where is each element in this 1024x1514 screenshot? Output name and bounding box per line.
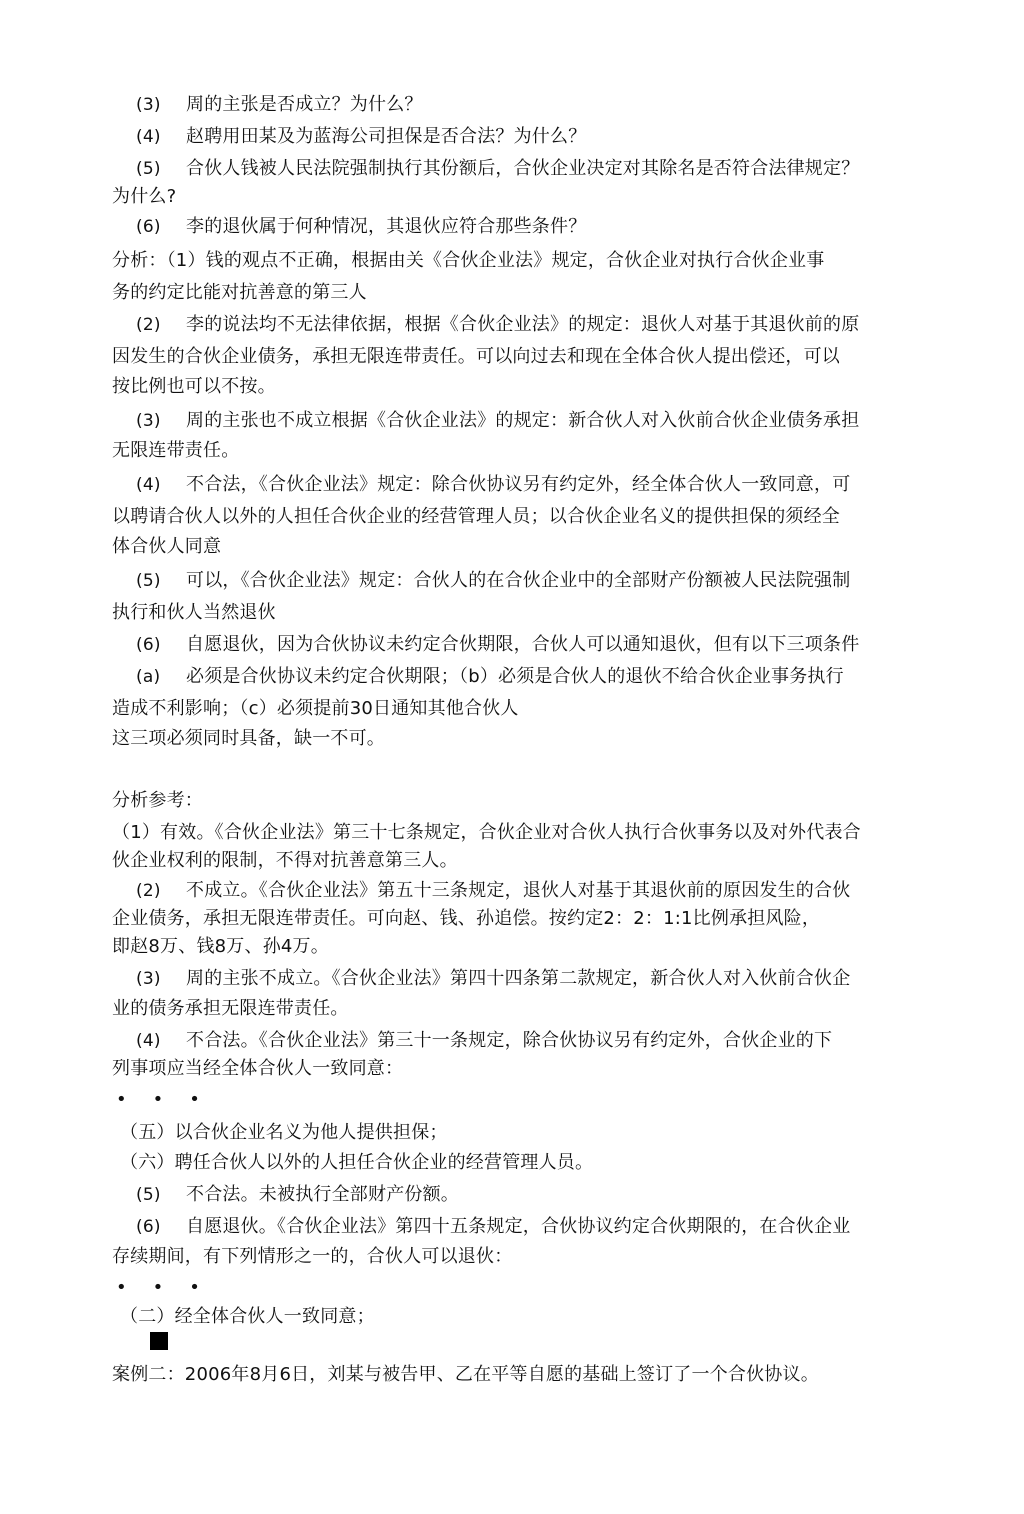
reference-2-line-3: 即赵8万、钱8万、孙4万。 (112, 936, 329, 957)
reference-6-line-1 (136, 1214, 850, 1240)
reference-text: 自愿退伙。《合伙企业法》第四十五条规定，合伙协议约定合伙期限的，在合伙企业 (186, 1216, 851, 1237)
question-number: (5) (136, 159, 161, 179)
black-square-bullet (150, 1332, 168, 1350)
reference-4-item-6: （六）聘任合伙人以外的人担任合伙企业的经营管理人员。 (120, 1152, 594, 1173)
analysis-number: (6) (136, 635, 161, 655)
reference-2-line-1 (136, 878, 850, 904)
reference-2-line-2: 企业债务，承担无限连带责任。可向赵、钱、孙追偿。按约定2：2：1:1比例承担风险， (112, 908, 821, 929)
reference-number: (6) (136, 1217, 161, 1237)
reference-4-line-1 (136, 1028, 832, 1054)
analysis-number: (5) (136, 571, 161, 591)
analysis-6-line-1 (136, 632, 859, 658)
reference-4-item-5: （五）以合伙企业名义为他人提供担保； (120, 1122, 448, 1143)
reference-4-line-2: 列事项应当经全体合伙人一致同意： (112, 1058, 404, 1079)
analysis-3-line-1 (136, 408, 859, 434)
analysis-text: 不合法，《合伙企业法》规定：除合伙协议另有约定外，经全体合伙人一致同意，可 (186, 474, 851, 495)
analysis-6-line-4: 这三项必须同时具备，缺一不可。 (112, 728, 385, 749)
reference-6-line-2: 存续期间，有下列情形之一的，合伙人可以退伙： (112, 1246, 513, 1267)
question-number: (6) (136, 217, 161, 237)
question-text: 周的主张是否成立？为什么？ (186, 94, 423, 115)
question-4 (136, 124, 586, 150)
analysis-2-line-3: 按比例也可以不按。 (112, 376, 276, 397)
analysis-number: (2) (136, 315, 161, 335)
question-number: (4) (136, 127, 161, 147)
analysis-1-line-2: 务的约定比能对抗善意的第三人 (112, 282, 367, 303)
analysis-4-line-2: 以聘请合伙人以外的人担任合伙企业的经营管理人员；以合伙企业名义的提供担保的须经全 (112, 506, 840, 527)
reference-number: (5) (136, 1185, 161, 1205)
reference-5-line-1 (136, 1182, 459, 1208)
reference-number: (4) (136, 1031, 161, 1051)
ellipsis-dots: ••• (116, 1089, 226, 1110)
reference-text: 不合法。《合伙企业法》第三十一条规定，除合伙协议另有约定外，合伙企业的下 (186, 1030, 833, 1051)
analysis-6-line-3: 造成不利影响；（c）必须提前30日通知其他合伙人 (112, 698, 519, 719)
reference-3-line-1 (136, 966, 850, 992)
reference-heading: 分析参考： (112, 790, 203, 811)
analysis-4-line-1 (136, 472, 850, 498)
case-2-intro: 案例二：2006年8月6日，刘某与被告甲、乙在平等自愿的基础上签订了一个合伙协议。 (112, 1364, 819, 1385)
analysis-text: 可以，《合伙企业法》规定：合伙人的在合伙企业中的全部财产份额被人民法院强制 (186, 570, 851, 591)
question-text: 李的退伙属于何种情况，其退伙应符合那些条件？ (186, 216, 587, 237)
analysis-text: 自愿退伙，因为合伙协议未约定合伙期限，合伙人可以通知退伙，但有以下三项条件 (186, 634, 860, 655)
question-text: 合伙人钱被人民法院强制执行其份额后，合伙企业决定对其除名是否符合法律规定？ (186, 158, 860, 179)
reference-6-item-2: （二）经全体合伙人一致同意； (120, 1306, 375, 1327)
analysis-text: 李的说法均不无法律依据，根据《合伙企业法》的规定：退伙人对基于其退伙前的原 (186, 314, 860, 335)
question-5-continued: 为什么? (112, 186, 177, 207)
analysis-2-line-2: 因发生的合伙企业债务，承担无限连带责任。可以向过去和现在全体合伙人提出偿还，可以 (112, 346, 840, 367)
question-text: 赵聘用田某及为蓝海公司担保是否合法？为什么？ (186, 126, 587, 147)
analysis-text: 必须是合伙协议未约定合伙期限；（b）必须是合伙人的退伙不给合伙企业事务执行 (186, 666, 844, 687)
reference-text: 周的主张不成立。《合伙企业法》第四十四条第二款规定，新合伙人对入伙前合伙企 (186, 968, 851, 989)
analysis-number: (3) (136, 411, 161, 431)
reference-number: (3) (136, 969, 161, 989)
ellipsis-dots: ••• (116, 1277, 226, 1298)
analysis-text: 周的主张也不成立根据《合伙企业法》的规定：新合伙人对入伙前合伙企业债务承担 (186, 410, 860, 431)
analysis-6-line-2 (136, 664, 844, 690)
analysis-5-line-2: 执行和伙人当然退伙 (112, 602, 276, 623)
analysis-number: (4) (136, 475, 161, 495)
analysis-3-line-2: 无限连带责任。 (112, 440, 240, 461)
question-6 (136, 214, 586, 240)
reference-3-line-2: 业的债务承担无限连带责任。 (112, 998, 349, 1019)
analysis-2-line-1 (136, 312, 859, 338)
analysis-1-line-1: 分析：（1）钱的观点不正确，根据由关《合伙企业法》规定，合伙企业对执行合伙企业事 (112, 250, 825, 271)
question-5 (136, 156, 859, 182)
question-number: (3) (136, 95, 161, 115)
analysis-sub-number: (a) (136, 667, 161, 687)
reference-1-line-1: （1）有效。《合伙企业法》第三十七条规定，合伙企业对合伙人执行合伙事务以及对外代表合 (112, 822, 861, 843)
analysis-4-line-3: 体合伙人同意 (112, 536, 222, 557)
reference-number: (2) (136, 881, 161, 901)
reference-1-line-2: 伙企业权利的限制，不得对抗善意第三人。 (112, 850, 458, 871)
reference-text: 不成立。《合伙企业法》第五十三条规定，退伙人对基于其退伙前的原因发生的合伙 (186, 880, 851, 901)
reference-text: 不合法。未被执行全部财产份额。 (186, 1184, 459, 1205)
analysis-5-line-1 (136, 568, 850, 594)
question-3 (136, 92, 423, 118)
